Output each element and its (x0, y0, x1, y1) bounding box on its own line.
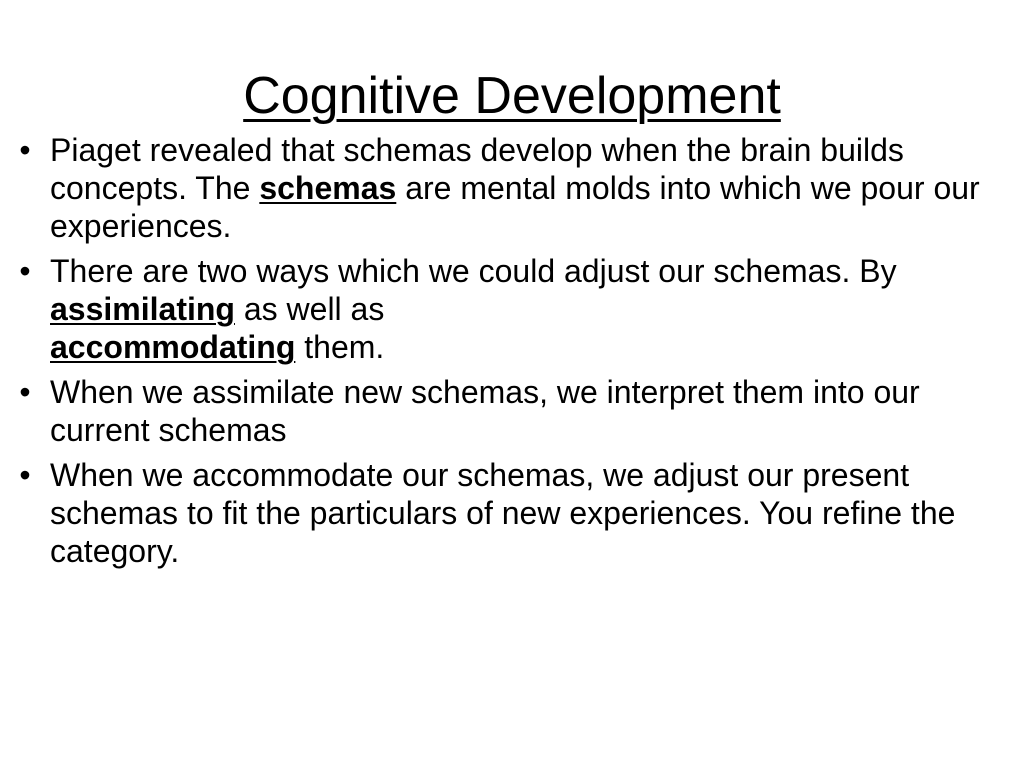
bullet-item (12, 456, 1012, 570)
keyword-assimilating: assimilating (50, 291, 235, 327)
bullet-item (12, 373, 1012, 449)
keyword-accommodating: accommodating (50, 329, 296, 365)
bullet-dot-icon: • (19, 374, 31, 410)
bullet-text: There are two ways which we could adjust our schemas. By (50, 253, 897, 289)
bullet-dot-icon: • (19, 132, 31, 168)
bullet-text: When we accommodate our schemas, we adjust our present schemas to fit the particulars of new experiences. You refine the category. (50, 457, 956, 569)
bullet-dot-icon: • (19, 457, 31, 493)
bullet-text: them. (295, 329, 385, 365)
bullet-text: When we assimilate new schemas, we interpret them into our current schemas (50, 374, 920, 448)
bullet-item (12, 131, 1012, 245)
bullet-text: are mental molds into which we pour our experiences. (50, 170, 980, 244)
slide-title (0, 64, 1024, 128)
bullet-list (12, 131, 1012, 577)
keyword-schemas: schemas (259, 170, 397, 206)
slide-title-text: Cognitive Development (243, 67, 781, 125)
bullet-text: Piaget revealed that schemas develop when the brain builds concepts. The (50, 132, 904, 206)
bullet-dot-icon: • (19, 253, 31, 289)
bullet-text: as well as (234, 291, 385, 327)
bullet-item (12, 252, 1012, 366)
